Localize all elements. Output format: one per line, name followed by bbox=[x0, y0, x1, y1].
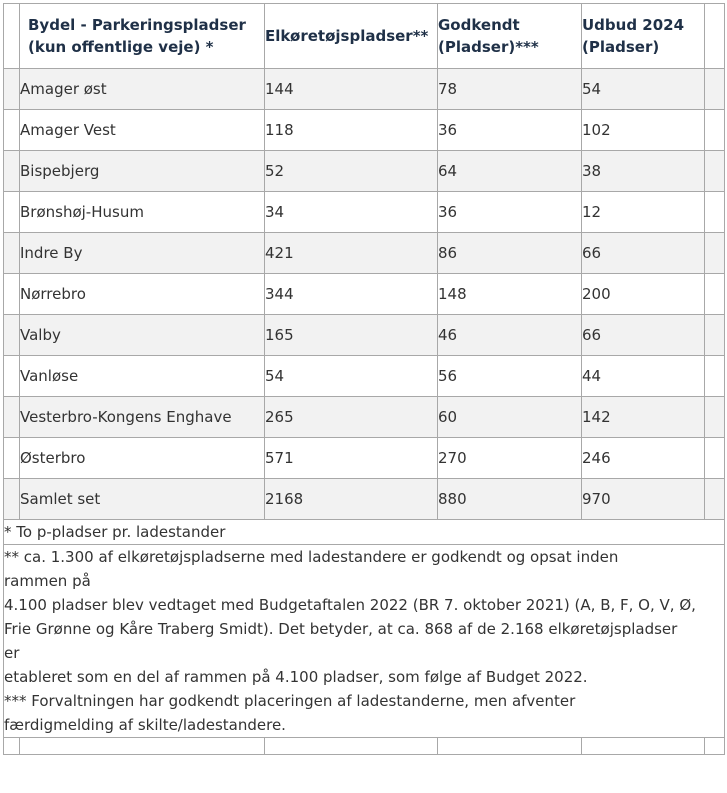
footnote-1: * To p-pladser pr. ladestander bbox=[4, 520, 725, 545]
table-row bbox=[4, 69, 725, 110]
cell-district: Indre By bbox=[20, 233, 265, 274]
tail-cell-4 bbox=[582, 738, 705, 755]
table-row bbox=[4, 151, 725, 192]
cell-district: Amager øst bbox=[20, 69, 265, 110]
cell-ev-spaces: 571 bbox=[265, 438, 438, 479]
cell-tender-2024: 970 bbox=[582, 479, 705, 520]
cell-approved: 64 bbox=[438, 151, 582, 192]
row-spacer-left bbox=[4, 151, 20, 192]
footnote-2-line: færdigmelding af skilte/ladestandere. bbox=[4, 716, 286, 734]
row-spacer-right bbox=[705, 356, 725, 397]
tail-cell-1 bbox=[20, 738, 265, 755]
row-spacer-right bbox=[705, 397, 725, 438]
cell-approved: 36 bbox=[438, 192, 582, 233]
cell-district: Samlet set bbox=[20, 479, 265, 520]
cell-approved: 60 bbox=[438, 397, 582, 438]
cell-tender-2024: 54 bbox=[582, 69, 705, 110]
header-spacer-right bbox=[705, 4, 725, 69]
footnote-2-line: etableret som en del af rammen på 4.100 pladser, som følge af Budget 2022. bbox=[4, 668, 588, 686]
row-spacer-left bbox=[4, 69, 20, 110]
header-spacer-left bbox=[4, 4, 20, 69]
cell-tender-2024: 44 bbox=[582, 356, 705, 397]
table-row bbox=[4, 315, 725, 356]
row-spacer-right bbox=[705, 192, 725, 233]
cell-ev-spaces: 265 bbox=[265, 397, 438, 438]
cell-tender-2024: 142 bbox=[582, 397, 705, 438]
table-row bbox=[4, 397, 725, 438]
cell-approved: 46 bbox=[438, 315, 582, 356]
row-spacer-left bbox=[4, 356, 20, 397]
cell-ev-spaces: 54 bbox=[265, 356, 438, 397]
cell-ev-spaces: 34 bbox=[265, 192, 438, 233]
row-spacer-right bbox=[705, 479, 725, 520]
tail-row bbox=[4, 738, 725, 755]
cell-tender-2024: 66 bbox=[582, 315, 705, 356]
header-approved: Godkendt (Pladser)*** bbox=[438, 4, 582, 69]
header-row bbox=[4, 4, 725, 69]
cell-district: Valby bbox=[20, 315, 265, 356]
note-row-2 bbox=[4, 545, 725, 738]
table-row bbox=[4, 479, 725, 520]
tail-cell-5 bbox=[705, 738, 725, 755]
tail-cell-0 bbox=[4, 738, 20, 755]
cell-approved: 78 bbox=[438, 69, 582, 110]
cell-tender-2024: 12 bbox=[582, 192, 705, 233]
cell-approved: 36 bbox=[438, 110, 582, 151]
cell-ev-spaces: 2168 bbox=[265, 479, 438, 520]
tail-cell-2 bbox=[265, 738, 438, 755]
cell-district: Vesterbro-Kongens Enghave bbox=[20, 397, 265, 438]
row-spacer-right bbox=[705, 151, 725, 192]
cell-tender-2024: 200 bbox=[582, 274, 705, 315]
header-ev-spaces: Elkøretøjspladser** bbox=[265, 4, 438, 69]
header-tender-2024: Udbud 2024 (Pladser) bbox=[582, 4, 705, 69]
row-spacer-right bbox=[705, 438, 725, 479]
cell-district: Østerbro bbox=[20, 438, 265, 479]
row-spacer-right bbox=[705, 233, 725, 274]
row-spacer-right bbox=[705, 110, 725, 151]
cell-approved: 86 bbox=[438, 233, 582, 274]
row-spacer-left bbox=[4, 274, 20, 315]
table-row bbox=[4, 192, 725, 233]
cell-district: Brønshøj-Husum bbox=[20, 192, 265, 233]
cell-approved: 270 bbox=[438, 438, 582, 479]
tail-cell-3 bbox=[438, 738, 582, 755]
cell-tender-2024: 246 bbox=[582, 438, 705, 479]
cell-approved: 148 bbox=[438, 274, 582, 315]
cell-ev-spaces: 165 bbox=[265, 315, 438, 356]
cell-district: Amager Vest bbox=[20, 110, 265, 151]
footnote-2-line: rammen på bbox=[4, 572, 91, 590]
footnote-2-line: 4.100 pladser blev vedtaget med Budgetaftalen 2022 (BR 7. oktober 2021) (A, B, F, O, V, Ø, bbox=[4, 596, 696, 614]
header-district: Bydel - Parkeringspladser (kun offentlige veje) * bbox=[20, 4, 265, 69]
cell-ev-spaces: 118 bbox=[265, 110, 438, 151]
table-row bbox=[4, 233, 725, 274]
footnote-2-line: *** Forvaltningen har godkendt placeringen af ladestanderne, men afventer bbox=[4, 692, 576, 710]
cell-tender-2024: 38 bbox=[582, 151, 705, 192]
note-row-1 bbox=[4, 520, 725, 545]
cell-ev-spaces: 421 bbox=[265, 233, 438, 274]
footnote-2-line: ** ca. 1.300 af elkøretøjspladserne med ladestandere er godkendt og opsat inden bbox=[4, 548, 619, 566]
footnote-2-line: er bbox=[4, 644, 20, 662]
cell-tender-2024: 66 bbox=[582, 233, 705, 274]
table-row bbox=[4, 110, 725, 151]
row-spacer-left bbox=[4, 110, 20, 151]
table-row bbox=[4, 356, 725, 397]
cell-tender-2024: 102 bbox=[582, 110, 705, 151]
row-spacer-left bbox=[4, 315, 20, 356]
cell-approved: 56 bbox=[438, 356, 582, 397]
cell-ev-spaces: 144 bbox=[265, 69, 438, 110]
footnote-2 bbox=[4, 545, 725, 738]
row-spacer-left bbox=[4, 192, 20, 233]
cell-district: Vanløse bbox=[20, 356, 265, 397]
row-spacer-left bbox=[4, 438, 20, 479]
row-spacer-left bbox=[4, 233, 20, 274]
row-spacer-right bbox=[705, 274, 725, 315]
table-wrapper bbox=[3, 3, 725, 755]
cell-ev-spaces: 52 bbox=[265, 151, 438, 192]
row-spacer-left bbox=[4, 397, 20, 438]
table-row bbox=[4, 274, 725, 315]
cell-district: Nørrebro bbox=[20, 274, 265, 315]
cell-approved: 880 bbox=[438, 479, 582, 520]
cell-district: Bispebjerg bbox=[20, 151, 265, 192]
row-spacer-right bbox=[705, 69, 725, 110]
row-spacer-left bbox=[4, 479, 20, 520]
parking-table bbox=[3, 3, 725, 755]
cell-ev-spaces: 344 bbox=[265, 274, 438, 315]
row-spacer-right bbox=[705, 315, 725, 356]
footnote-2-line: Frie Grønne og Kåre Traberg Smidt). Det betyder, at ca. 868 af de 2.168 elkøretøjspladser bbox=[4, 620, 678, 638]
table-body bbox=[4, 69, 725, 520]
table-row bbox=[4, 438, 725, 479]
